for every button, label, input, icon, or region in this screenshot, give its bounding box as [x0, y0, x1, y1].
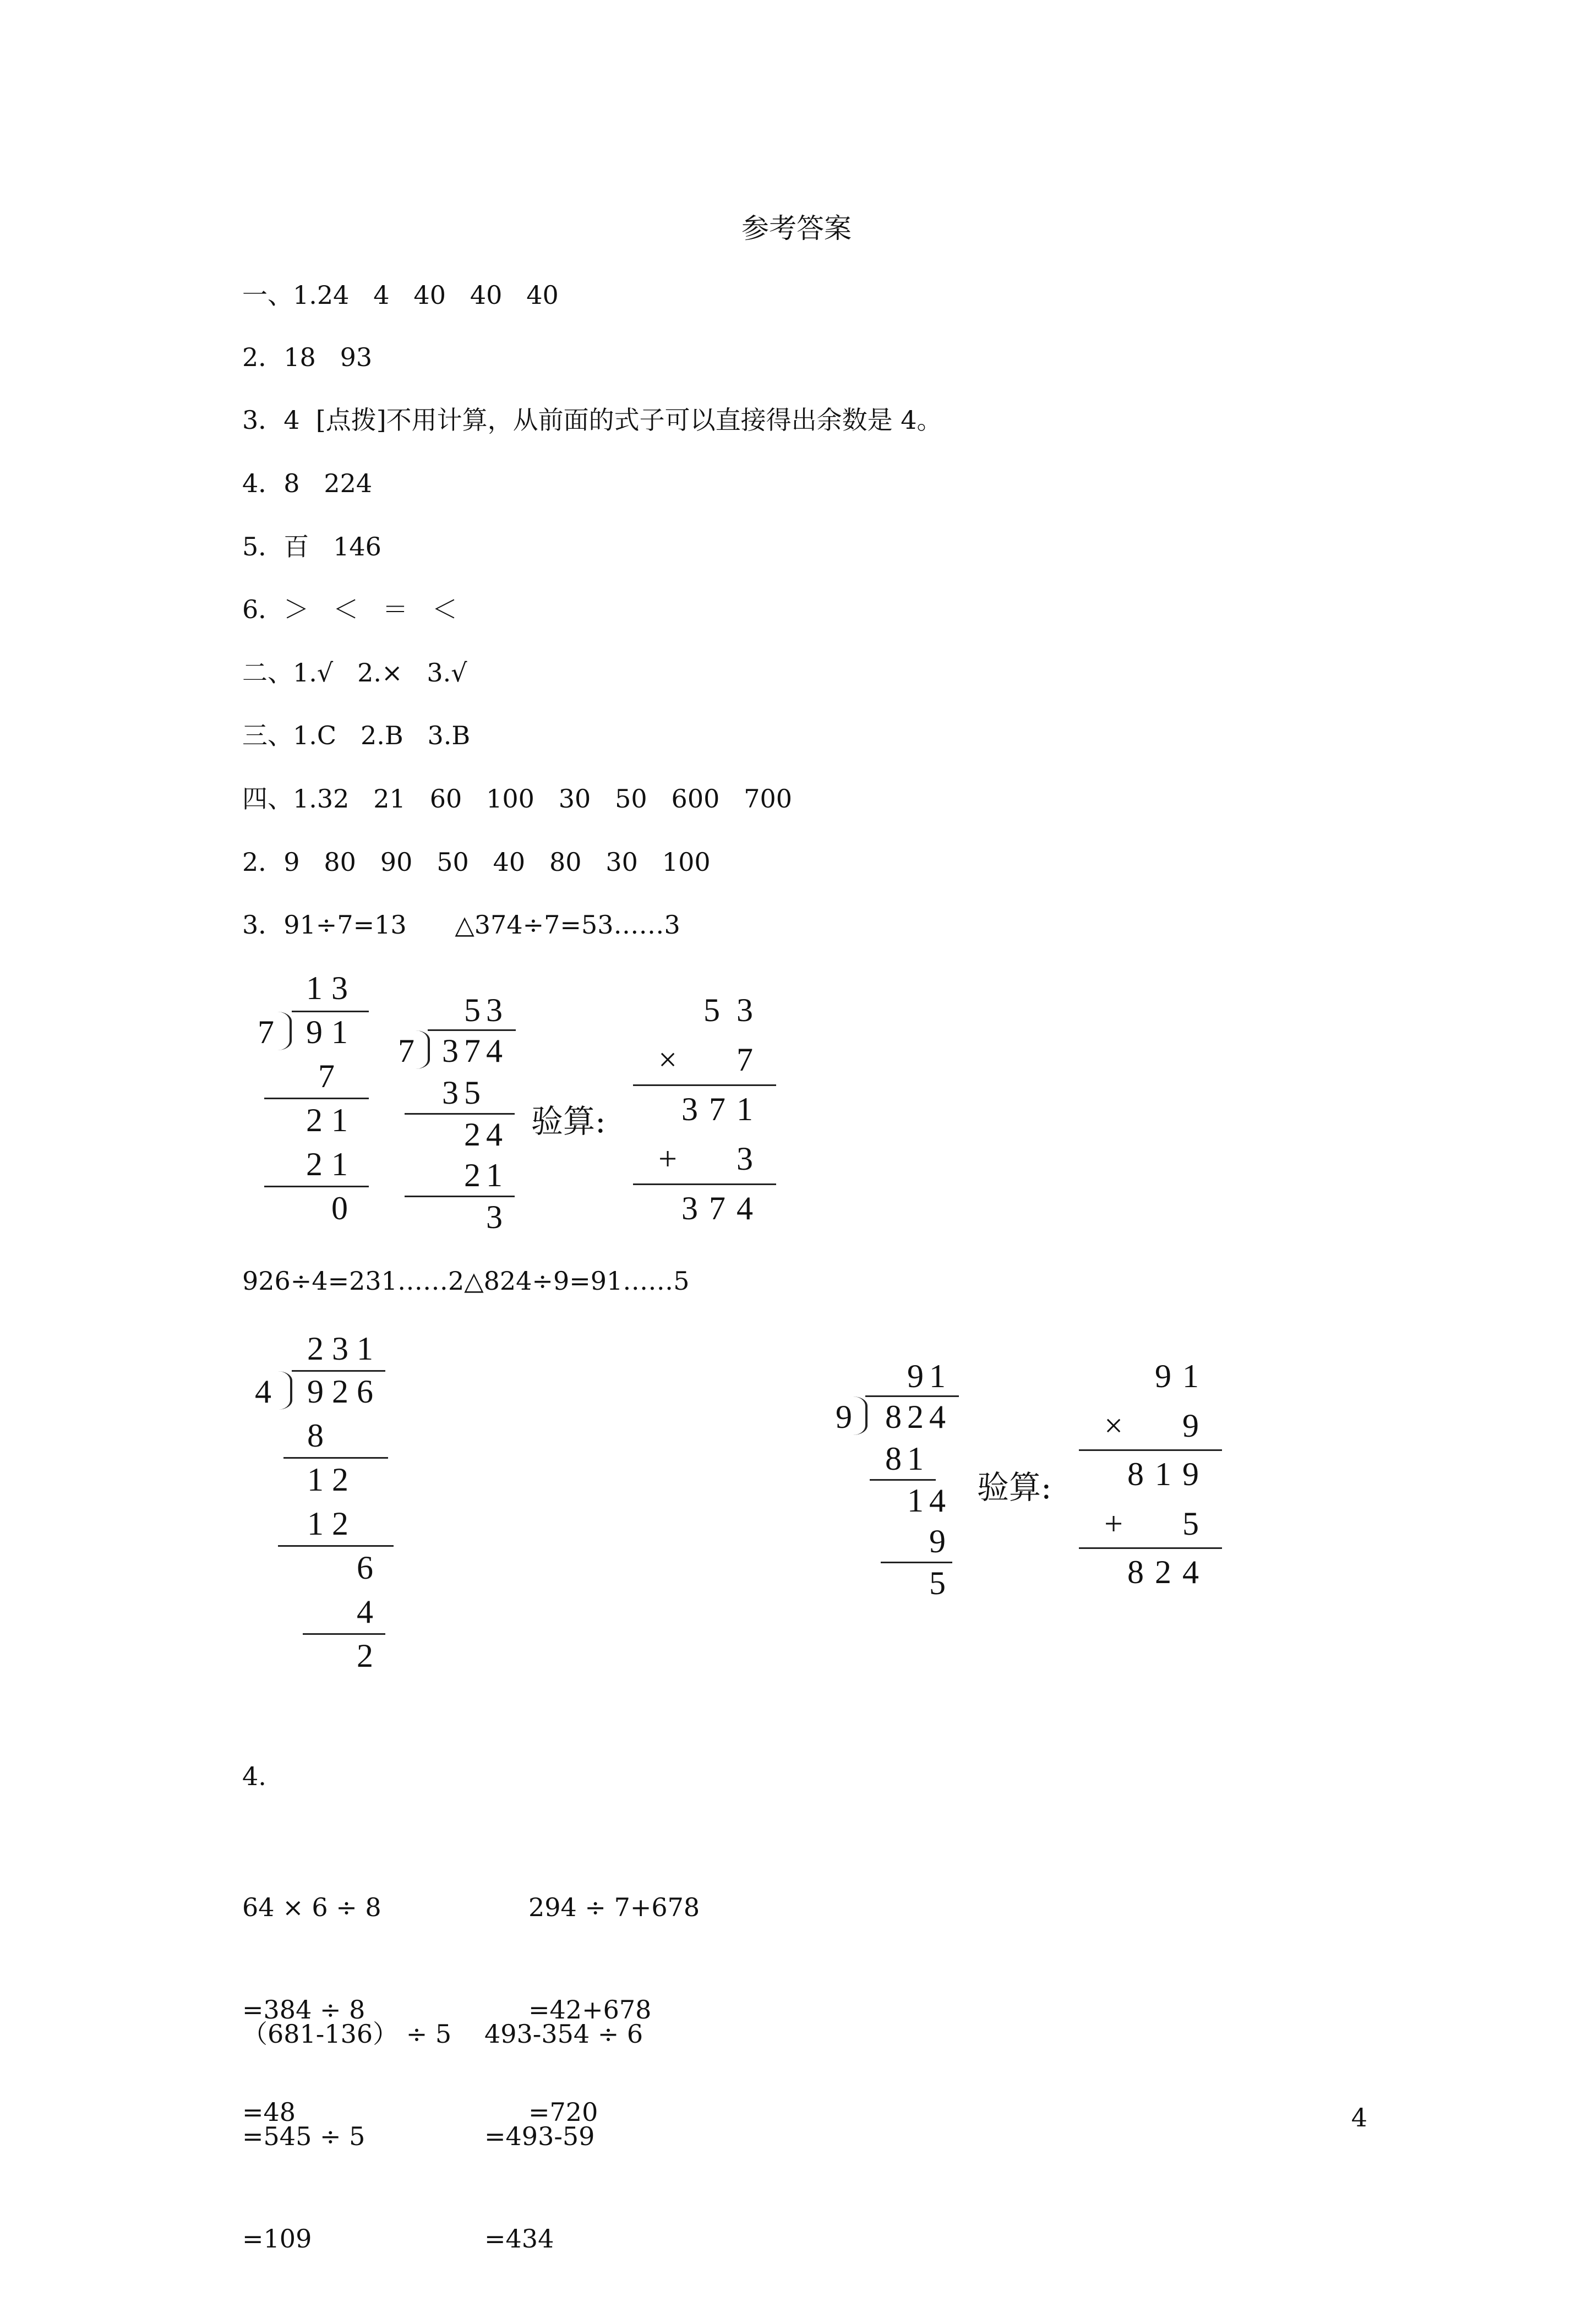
expr-c-line-2: =545 ÷ 5: [242, 2121, 365, 2151]
step-digit: 1: [907, 1441, 924, 1477]
step-digit: 1: [331, 1102, 348, 1138]
digit: 2: [1155, 1554, 1171, 1590]
quotient-digit: 5: [464, 992, 481, 1028]
step-digit: 2: [332, 1461, 348, 1498]
expr-a-line-3: =48: [242, 2097, 296, 2127]
expr-b-line-3: =720: [528, 2097, 598, 2127]
divisor: 7: [258, 1014, 274, 1050]
verification-91x9: [1079, 1357, 1228, 1610]
step-digit: 1: [486, 1157, 503, 1193]
expr-a-line-2: =384 ÷ 8: [242, 1995, 365, 2025]
times-sign: ×: [658, 1041, 677, 1078]
answer-line-7: 二、1.√ 2.× 3.√: [242, 658, 467, 688]
step-digit: 3: [442, 1074, 459, 1111]
long-division-374-by-7: [394, 991, 526, 1255]
step: 7: [318, 1058, 335, 1094]
plus-sign: +: [658, 1141, 677, 1177]
times-sign: ×: [1104, 1408, 1123, 1444]
digit: 3: [737, 992, 753, 1028]
answer-line-8: 三、1.C 2.B 3.B: [242, 721, 471, 750]
digit: 3: [681, 1190, 698, 1226]
digit: 4: [737, 1190, 753, 1226]
dividend-digit: 4: [929, 1399, 946, 1435]
long-division-91-by-7: [253, 969, 385, 1244]
verification-label: 验算:: [531, 1103, 606, 1140]
answer-line-12: 926÷4=231……2△824÷9=91……5: [242, 1266, 690, 1296]
answer-line-9: 四、1.32 21 60 100 30 50 600 700: [242, 784, 793, 814]
step: 8: [307, 1417, 324, 1454]
page-number: 4: [1351, 2103, 1367, 2132]
dividend-digit: 9: [307, 1373, 324, 1410]
step-digit: 2: [306, 1102, 323, 1138]
expr-c-line-1: （681-136） ÷ 5: [242, 2019, 452, 2049]
step-digit: 2: [464, 1116, 481, 1153]
quotient-digit: 1: [357, 1330, 373, 1367]
quotient-digit: 3: [486, 992, 503, 1028]
digit: 7: [737, 1041, 753, 1078]
quotient-digit: 3: [332, 1330, 348, 1367]
step-digit: 1: [907, 1482, 924, 1519]
remainder: 0: [331, 1190, 348, 1226]
step-digit: 2: [306, 1146, 323, 1182]
step-digit: 5: [464, 1074, 481, 1111]
dividend-digit: 7: [464, 1033, 481, 1069]
question-4-label: 4.: [242, 1761, 266, 1791]
step-digit: 1: [331, 1146, 348, 1182]
dividend-digit: 1: [331, 1014, 348, 1050]
division-bracket: [853, 1396, 868, 1435]
digit: 8: [1127, 1554, 1144, 1590]
step-digit: 1: [307, 1461, 324, 1498]
quotient-digit: 3: [331, 970, 348, 1006]
verification-53x7: [633, 991, 782, 1244]
expr-d-line-1: 493-354 ÷ 6: [484, 2019, 643, 2049]
digit: 9: [1182, 1456, 1199, 1492]
quotient-digit: 1: [306, 970, 323, 1006]
dividend-digit: 9: [306, 1014, 323, 1050]
digit: 7: [709, 1190, 725, 1226]
divisor: 7: [398, 1033, 414, 1069]
expr-b-line-2: =42+678: [528, 1995, 652, 2025]
dividend-digit: 4: [486, 1033, 503, 1069]
quotient-digit: 1: [929, 1358, 946, 1394]
quotient-digit: 9: [907, 1358, 924, 1394]
digit: 7: [709, 1091, 725, 1127]
step-digit: 4: [929, 1482, 946, 1519]
step-digit: 2: [464, 1157, 481, 1193]
answer-line-6: 6．＞ ＜ ＝ ＜: [242, 594, 457, 624]
answer-line-4: 4．8 224: [242, 468, 373, 498]
expression-d: [484, 1949, 643, 2324]
answer-line-2: 2．18 93: [242, 342, 373, 372]
expression-c: [242, 1949, 451, 2324]
step-digit: 2: [332, 1505, 348, 1542]
long-division-824-by-9: [831, 1357, 974, 1621]
digit: 9: [1155, 1358, 1171, 1394]
step-digit: 1: [307, 1505, 324, 1542]
digit: 5: [1182, 1505, 1199, 1542]
answer-line-11: 3．91÷7=13 △374÷7=53……3: [242, 910, 680, 940]
step-digit: 8: [885, 1441, 902, 1477]
remainder: 5: [929, 1565, 946, 1601]
answer-line-5: 5．百 146: [242, 532, 381, 561]
digit: 8: [1127, 1456, 1144, 1492]
dividend-digit: 2: [907, 1399, 924, 1435]
expr-b-line-1: 294 ÷ 7+678: [528, 1892, 700, 1922]
dividend-digit: 6: [357, 1373, 373, 1410]
step: 4: [357, 1594, 373, 1630]
dividend-digit: 2: [332, 1373, 348, 1410]
long-division-926-by-4: [250, 1329, 405, 1682]
dividend-digit: 3: [442, 1033, 459, 1069]
answer-line-10: 2．9 80 90 50 40 80 30 100: [242, 847, 711, 877]
digit: 1: [1182, 1358, 1199, 1394]
quotient-digit: 2: [307, 1330, 324, 1367]
remainder: 3: [486, 1199, 503, 1235]
division-bracket: [416, 1030, 430, 1069]
page-title: 参考答案: [741, 212, 852, 244]
expr-d-line-3: =434: [484, 2224, 554, 2254]
plus-sign: +: [1104, 1505, 1123, 1542]
division-bracket: [277, 1012, 292, 1050]
step: 6: [357, 1550, 373, 1586]
division-bracket: [278, 1371, 292, 1410]
digit: 5: [703, 992, 720, 1028]
dividend-digit: 8: [885, 1399, 902, 1435]
divisor: 4: [255, 1373, 271, 1410]
step: 9: [929, 1523, 946, 1559]
remainder: 2: [357, 1638, 373, 1674]
answer-line-1: 一、1.24 4 40 40 40: [242, 280, 559, 310]
verification-label-2: 验算:: [977, 1469, 1052, 1506]
answer-line-3: 3．4 [点拨]不用计算，从前面的式子可以直接得出余数是 4。: [242, 405, 942, 435]
digit: 1: [737, 1091, 753, 1127]
digit: 1: [1155, 1456, 1171, 1492]
step-digit: 4: [486, 1116, 503, 1153]
digit: 9: [1182, 1408, 1199, 1444]
expr-a-line-1: 64 × 6 ÷ 8: [242, 1892, 381, 1922]
digit: 4: [1182, 1554, 1199, 1590]
expr-c-line-3: =109: [242, 2224, 312, 2254]
expr-d-line-2: =493-59: [484, 2121, 595, 2151]
digit: 3: [681, 1091, 698, 1127]
divisor: 9: [836, 1399, 852, 1435]
digit: 3: [737, 1141, 753, 1177]
